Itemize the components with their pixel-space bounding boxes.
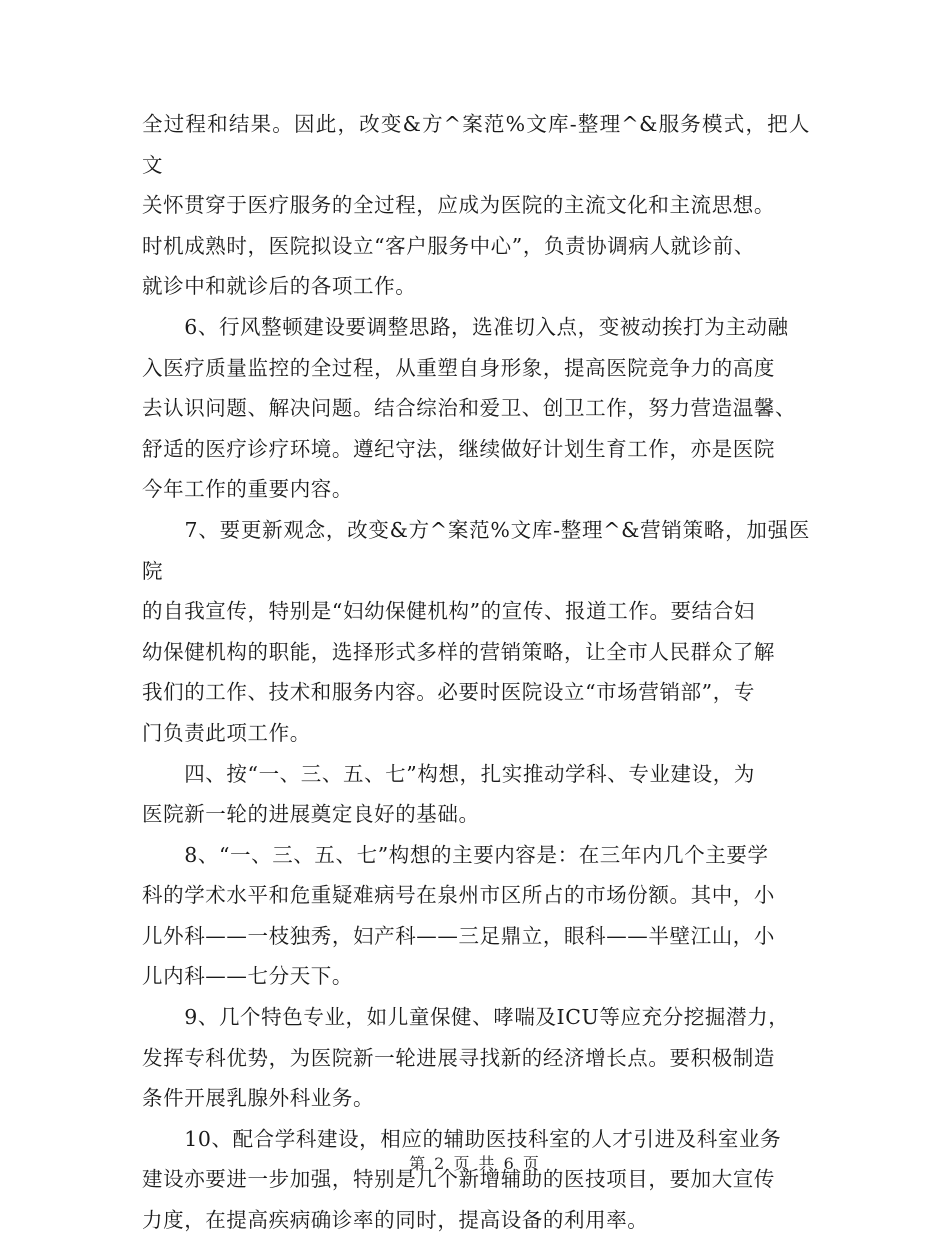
paragraph-service-mode <box>142 104 810 307</box>
text-line: 幼保健机构的职能，选择形式多样的营销策略，让全市人民群众了解 <box>142 639 775 664</box>
text-line: 入医疗质量监控的全过程，从重塑自身形象，提高医院竞争力的高度 <box>142 355 775 380</box>
text-line: 儿内科——七分天下。 <box>142 964 353 989</box>
text-line: 时机成熟时，医院拟设立“客户服务中心”，负责协调病人就诊前、 <box>142 233 755 258</box>
text-line: 力度，在提高疾病确诊率的同时，提高设备的利用率。 <box>142 1208 649 1233</box>
text-line: 医院新一轮的进展奠定良好的基础。 <box>142 802 480 827</box>
text-line: 的自我宣传，特别是“妇幼保健机构”的宣传、报道工作。要结合妇 <box>142 599 755 624</box>
text-line: 关怀贯穿于医疗服务的全过程，应成为医院的主流文化和主流思想。 <box>142 193 775 218</box>
text-line: 6、行风整顿建设要调整思路，选准切入点，变被动挨打为主动融 <box>142 314 789 339</box>
text-line: 去认识问题、解决问题。结合综治和爱卫、创卫工作，努力营造温馨、 <box>142 396 797 421</box>
text-line: 建设亦要进一步加强，特别是几个新增辅助的医技项目，要加大宣传 <box>142 1167 775 1192</box>
document-body <box>142 104 810 1241</box>
text-line: 发挥专科优势，为医院新一轮进展寻找新的经济增长点。要积极制造 <box>142 1045 775 1070</box>
text-line: 条件开展乳腺外科业务。 <box>142 1086 375 1111</box>
paragraph-item-10 <box>142 1119 810 1241</box>
text-line: 舒适的医疗诊疗环境。遵纪守法，继续做好计划生育工作，亦是医院 <box>142 436 775 461</box>
text-line: 就诊中和就诊后的各项工作。 <box>142 274 417 299</box>
text-line: 8、“一、三、五、七”构想的主要内容是：在三年内几个主要学 <box>142 842 769 867</box>
paragraph-item-8 <box>142 835 810 997</box>
text-line: 科的学术水平和危重疑难病号在泉州市区所占的市场份额。其中，小 <box>142 883 775 908</box>
page-number-footer: 第 2 页 共 6 页 <box>409 1154 541 1173</box>
text-line: 10、配合学科建设，相应的辅助医技科室的人才引进及科室业务 <box>142 1126 782 1151</box>
text-line: 我们的工作、技术和服务内容。必要时医院设立“市场营销部”，专 <box>142 680 755 705</box>
text-line: 今年工作的重要内容。 <box>142 477 353 502</box>
paragraph-item-6 <box>142 307 810 510</box>
paragraph-section-4-heading <box>142 754 810 835</box>
text-line: 儿外科——一枝独秀，妇产科——三足鼎立，眼科——半壁江山，小 <box>142 923 775 948</box>
paragraph-item-7 <box>142 510 810 754</box>
text-line: 门负责此项工作。 <box>142 720 311 745</box>
text-line: 7、要更新观念，改变&方^案范%文库-整理^&营销策略，加强医院 <box>142 517 810 583</box>
text-line: 四、按“一、三、五、七”构想，扎实推动学科、专业建设，为 <box>142 761 755 786</box>
text-line: 全过程和结果。因此，改变&方^案范%文库-整理^&服务模式，把人文 <box>142 112 810 177</box>
text-line: 9、几个特色专业，如儿童保健、哮喘及ICU等应充分挖掘潜力， <box>142 1005 790 1030</box>
paragraph-item-9 <box>142 997 810 1119</box>
